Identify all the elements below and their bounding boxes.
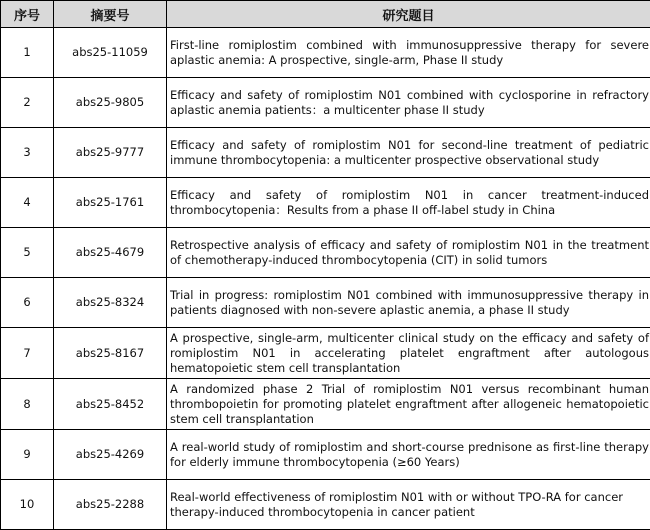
table-row — [1, 128, 650, 178]
row-title: Efficacy and safety of romiplostim N01 for second-line treatment of pediatric immune thrombocytopenia: a multicenter prospective observational study — [167, 128, 650, 178]
table-row — [1, 430, 650, 480]
column-header-title: 研究题目 — [167, 1, 650, 28]
row-index: 10 — [1, 480, 54, 530]
table-row — [1, 379, 650, 430]
row-abstract-no: abs25-9805 — [54, 78, 167, 128]
row-index: 6 — [1, 278, 54, 328]
row-index: 5 — [1, 228, 54, 278]
row-index: 2 — [1, 78, 54, 128]
row-title: Retrospective analysis of efficacy and safety of romiplostim N01 in the treatment of chemotherapy-induced thrombocytopenia (CIT) in solid tumors — [167, 228, 650, 278]
column-header-index: 序号 — [1, 1, 54, 28]
row-title-line-2: therapy-induced thrombocytopenia in cancer patient — [170, 504, 475, 519]
row-index: 9 — [1, 430, 54, 480]
row-abstract-no: abs25-8324 — [54, 278, 167, 328]
row-title: A real-world study of romiplostim and short-course prednisone as first-line therapy for elderly immune thrombocytopenia (≥60 Years) — [167, 430, 650, 480]
row-index: 4 — [1, 178, 54, 228]
row-title-line-1: Real-world effectiveness of romiplostim N01 with or without TPO-RA for cancer — [170, 489, 624, 504]
table-row — [1, 78, 650, 128]
row-abstract-no: abs25-11059 — [54, 28, 167, 78]
row-abstract-no: abs25-2288 — [54, 480, 167, 530]
table-row — [1, 278, 650, 328]
row-title — [167, 480, 650, 530]
row-index: 8 — [1, 379, 54, 430]
row-abstract-no: abs25-8167 — [54, 328, 167, 379]
table-row — [1, 228, 650, 278]
row-title: First-line romiplostim combined with immunosuppressive therapy for severe aplastic anemia: A prospective, single-arm, Phase II study — [167, 28, 650, 78]
row-title: Trial in progress: romiplostim N01 combined with immunosuppressive therapy in patients diagnosed with non-severe aplastic anemia, a phase II study — [167, 278, 650, 328]
table-row — [1, 28, 650, 78]
column-header-abstract-no: 摘要号 — [54, 1, 167, 28]
row-abstract-no: abs25-4269 — [54, 430, 167, 480]
row-title: A randomized phase 2 Trial of romiplostim N01 versus recombinant human thrombopoietin for promoting platelet engraftment after allogeneic hematopoietic stem cell transplantation — [167, 379, 650, 430]
table-row — [1, 328, 650, 379]
row-index: 3 — [1, 128, 54, 178]
table-row — [1, 178, 650, 228]
row-index: 1 — [1, 28, 54, 78]
row-abstract-no: abs25-9777 — [54, 128, 167, 178]
row-abstract-no: abs25-1761 — [54, 178, 167, 228]
row-abstract-no: abs25-4679 — [54, 228, 167, 278]
row-abstract-no: abs25-8452 — [54, 379, 167, 430]
row-title: A prospective, single-arm, multicenter clinical study on the efficacy and safety of romiplostim N01 in accelerating platelet engraftment after autologous hematopoietic stem cell transplantation — [167, 328, 650, 379]
header-row — [1, 1, 650, 28]
table-row — [1, 480, 650, 530]
row-index: 7 — [1, 328, 54, 379]
row-title: Efficacy and safety of romiplostim N01 combined with cyclosporine in refractory aplastic anemia patients：a multicenter phase II study — [167, 78, 650, 128]
row-title: Efficacy and safety of romiplostim N01 in cancer treatment-induced thrombocytopenia：Results from a phase II off-label study in China — [167, 178, 650, 228]
